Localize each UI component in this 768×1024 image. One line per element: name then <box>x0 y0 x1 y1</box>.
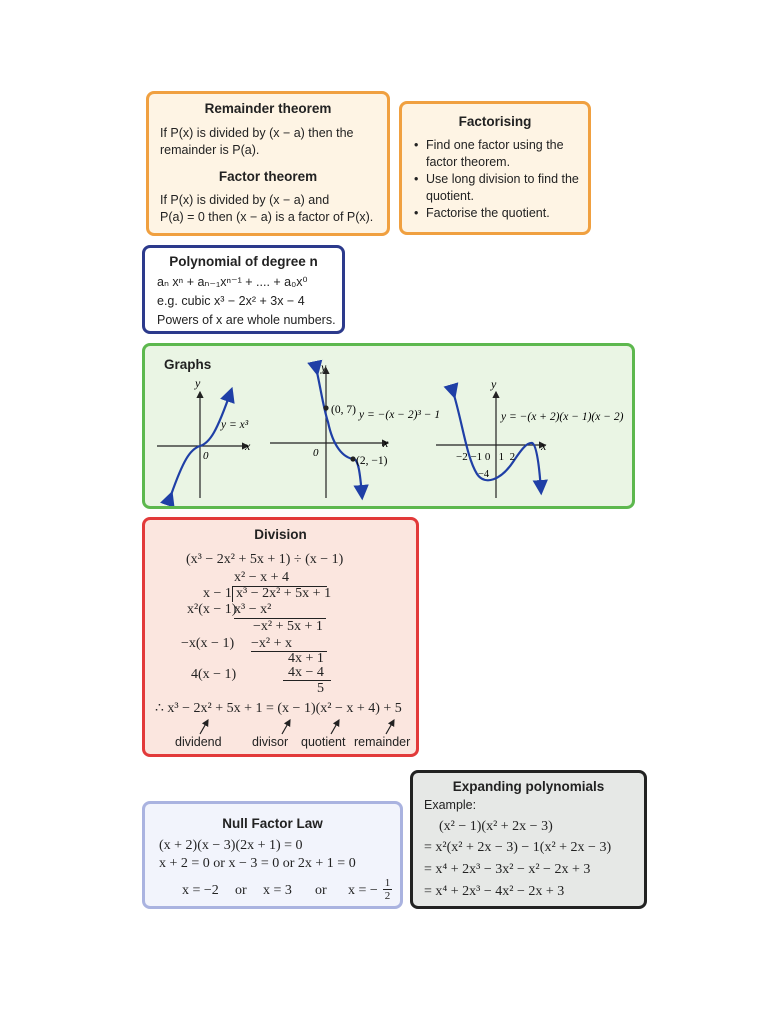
null-factor-or-2: or <box>315 883 327 898</box>
graph1-y-label: y <box>195 376 201 390</box>
factorising-item: • Find one factor using the factor theorem. <box>414 137 582 171</box>
expanding-example-label: Example: <box>424 798 477 812</box>
dividend-arrow <box>200 720 208 734</box>
label-remainder: remainder <box>354 735 411 749</box>
remainder-line-2: remainder is P(a). <box>160 143 260 157</box>
division-remainder-1: −x² + 5x + 1 <box>253 619 323 634</box>
graph-factored-cubic <box>436 377 624 498</box>
null-factor-or-1: or <box>235 883 247 898</box>
expanding-box <box>410 770 647 909</box>
graphs-svg <box>145 346 632 506</box>
factorising-item: • Factorise the quotient. <box>414 205 582 222</box>
polynomial-box <box>142 245 345 334</box>
factor-line-1: If P(x) is divided by (x − a) and <box>160 193 330 207</box>
graph2-point-1-label: (0, 7) <box>331 404 356 416</box>
factor-line-2: P(a) = 0 then (x − a) is a factor of P(x). <box>160 210 374 224</box>
null-factor-equation: (x + 2)(x − 3)(2x + 1) = 0 <box>159 838 303 853</box>
division-bracket-side <box>232 586 233 602</box>
graph2-point-1 <box>323 405 328 410</box>
graph3-equation: y = −(x + 2)(x − 1)(x − 2) <box>501 411 624 423</box>
graph2-point-2-label: (2, −1) <box>356 455 388 467</box>
factor-theorem-title: Factor theorem <box>218 169 318 184</box>
remainder-theorem-box <box>146 91 390 236</box>
division-step1: x³ − x² <box>234 602 272 617</box>
graph3-tick-labels: −2 −1 0 1 2 <box>456 451 516 463</box>
factorising-list <box>414 137 582 222</box>
polynomial-title: Polynomial of degree n <box>169 254 318 269</box>
factorising-box <box>399 101 591 235</box>
null-factor-cases: x + 2 = 0 or x − 3 = 0 or 2x + 1 = 0 <box>159 856 356 871</box>
remainder-arrow <box>386 720 394 734</box>
polynomial-general-form: aₙ xⁿ + aₙ₋₁xⁿ⁻¹ + .... + a₀x⁰ <box>157 275 308 289</box>
graphs-box <box>142 343 635 509</box>
divisor-arrow <box>282 720 290 734</box>
factorising-item: • Use long division to find the quotient. <box>414 171 582 205</box>
graph2-x-label: x <box>383 436 389 450</box>
division-result: ∴ x³ − 2x² + 5x + 1 = (x − 1)(x² − x + 4) + 5 <box>155 701 402 716</box>
fraction-numerator: 1 <box>384 877 391 889</box>
label-divisor: divisor <box>252 735 289 749</box>
fraction-denominator: 2 <box>384 890 391 902</box>
division-step2-label: −x(x − 1) <box>181 636 235 651</box>
remainder-line-1: If P(x) is divided by (x − a) then the <box>160 126 354 140</box>
expanding-line-3: = x⁴ + 2x³ − 3x² − x² − 2x + 3 <box>424 862 591 877</box>
graph1-origin: 0 <box>203 450 209 462</box>
graph2-curve <box>317 372 362 496</box>
null-factor-title: Null Factor Law <box>222 816 323 831</box>
polynomial-note: Powers of x are whole numbers. <box>157 313 336 327</box>
division-quotient: x² − x + 4 <box>234 570 289 585</box>
graph3-curve <box>454 395 541 491</box>
graph2-origin: 0 <box>313 447 319 459</box>
null-factor-box <box>142 801 403 909</box>
expanding-title: Expanding polynomials <box>452 779 605 794</box>
graph2-equation: y = −(x − 2)³ − 1 <box>359 409 441 421</box>
division-remainder-2: 4x + 1 <box>288 651 324 666</box>
division-step3: 4x − 4 <box>288 665 324 680</box>
division-box <box>142 517 419 757</box>
division-step1-label: x²(x − 1) <box>187 602 237 617</box>
expanding-line-1: (x² − 1)(x² + 2x − 3) <box>439 819 553 834</box>
graph1-curve <box>171 391 231 495</box>
null-factor-fraction <box>383 877 392 902</box>
quotient-arrow <box>331 720 339 734</box>
null-factor-solution-2: x = 3 <box>263 883 292 898</box>
graph3-x-label: x <box>541 439 547 453</box>
graph2-y-label: y <box>321 360 327 374</box>
graph-cubic <box>157 376 251 498</box>
division-remainder-3: 5 <box>317 681 324 696</box>
graph1-equation: y = x³ <box>221 419 249 431</box>
label-dividend: dividend <box>175 735 222 749</box>
graph3-y-intercept: −4 <box>478 469 490 480</box>
expanding-line-4: = x⁴ + 2x³ − 4x² − 2x + 3 <box>424 884 565 899</box>
expanding-line-2: = x²(x² + 2x − 3) − 1(x² + 2x − 3) <box>424 840 612 855</box>
polynomial-example: e.g. cubic x³ − 2x² + 3x − 4 <box>157 294 305 308</box>
division-divisor: x − 1 <box>203 586 232 601</box>
label-quotient: quotient <box>301 735 346 749</box>
division-title: Division <box>254 527 307 542</box>
division-dividend: x³ − 2x² + 5x + 1 <box>236 586 332 601</box>
division-problem: (x³ − 2x² + 5x + 1) ÷ (x − 1) <box>186 552 344 567</box>
graphs-title: Graphs <box>164 357 212 372</box>
remainder-theorem-title: Remainder theorem <box>204 101 332 116</box>
graph1-x-label: x <box>245 439 251 453</box>
null-factor-solution-1: x = −2 <box>182 883 219 898</box>
division-step3-label: 4(x − 1) <box>191 667 237 682</box>
graph2-point-2 <box>350 456 355 461</box>
graph-shifted-cubic <box>270 360 440 498</box>
division-step2: −x² + x <box>251 636 292 651</box>
graph3-y-label: y <box>491 377 497 391</box>
factorising-title: Factorising <box>458 114 532 129</box>
null-factor-solution-3: x = − <box>348 883 378 898</box>
